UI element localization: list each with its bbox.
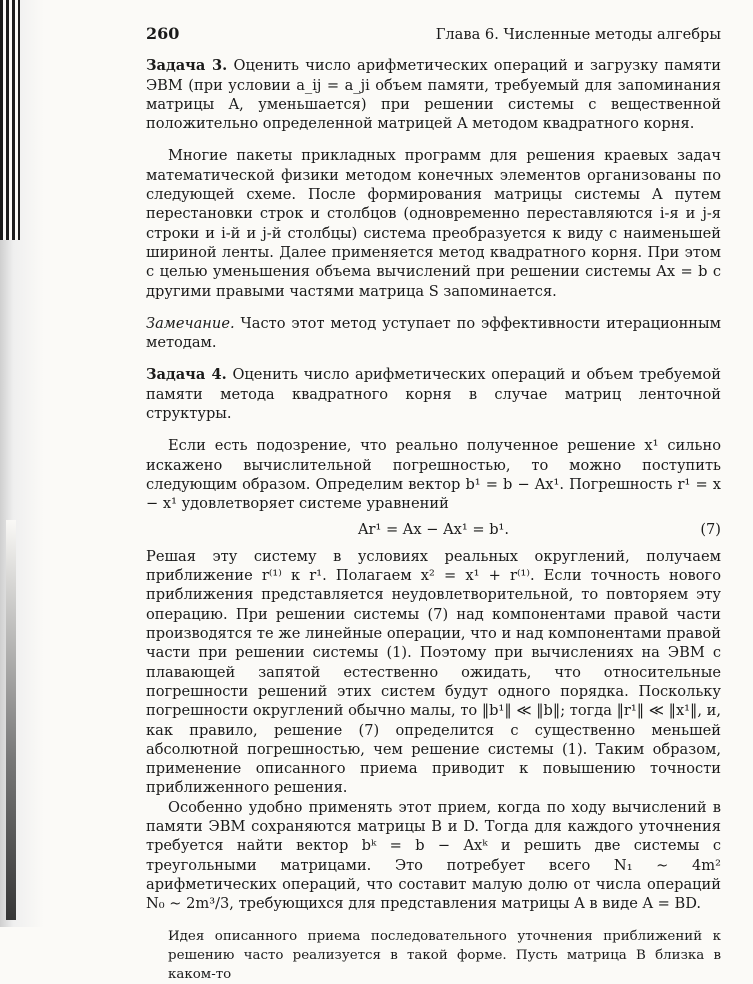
task-3-label: Задача 3. (146, 57, 228, 75)
book-page (146, 24, 721, 984)
paragraph-error-correction: Если есть подозрение, что реально полученное решение x¹ сильно искажено вычислительной погрешностью, то можно поступить следующим образом. Определим вектор b¹ = b − Ax¹. Погрешность r¹ = x − x¹ удовлетворяет системе уравнений (146, 437, 721, 513)
task-4-text: Оценить число арифметических операций и объем требуемой памяти метода квадратного корня в случае матриц ленточной структуры. (146, 366, 721, 423)
paragraph-idea: Идея описанного приема последовательного уточнения приближений к решению часто реализуется в такой форме. Пусть матрица B близка в каком-то (168, 929, 721, 983)
task-4-label: Задача 4. (146, 366, 227, 384)
paragraph-fem-packages: Многие пакеты прикладных программ для решения краевых задач математической физики методом конечных элементов организованы по следующей схеме. После формирования матрицы системы A путем перестановки строк и столбцов (одновременно переставляются i-я и j-я строки и i-й и j-й столбцы) система преобразуется к виду с наименьшей шириной ленты. Далее применяется метод квадратного корня. При этом с целью уменьшения объема вычислений при решении системы Ax = b с другими правыми частями матрица S запоминается. (146, 147, 721, 300)
task-3 (146, 56, 721, 133)
equation-text: Ar¹ = Ax − Ax¹ = b¹. (357, 520, 510, 538)
equation-number: (7) (700, 520, 721, 538)
remark-text: Часто этот метод уступает по эффективности итерационным методам. (146, 314, 721, 352)
equation-7 (146, 520, 721, 539)
paragraph-solving-system: Решая эту систему в условиях реальных округлений, получаем приближение r⁽¹⁾ к r¹. Полагаем x² = x¹ + r⁽¹⁾. Если точность нового приближения представляется неудовлетворительной, то повторяем эту операцию. При решении системы (7) над компонентами правой части производятся те же линейные операции, что и над компонентами правой части при решении системы (1). Поэтому при вычислениях на ЭВМ с плавающей запятой естественно ожидать, что относительные погрешности решений этих систем будут одного порядка. Поскольку погрешности округлений обычно малы, то ‖b¹‖ ≪ ‖b‖; тогда ‖r¹‖ ≪ ‖x¹‖, и, как правило, решение (7) определится с существенно меньшей абсолютной погрешностью, чем решение системы (1). Таким образом, применение описанного приема приводит к повышению точности приближенного решения. (146, 547, 721, 797)
paragraph-refinement: Особенно удобно применять этот прием, когда по ходу вычислений в памяти ЭВМ сохраняются матрицы B и D. Тогда для каждого уточнения требуется найти вектор bᵏ = b − Axᵏ и решить две системы с треугольными матрицами. Это потребует всего N₁ ∼ 4m² арифметических операций, что составит малую долю от числа операций N₀ ∼ 2m³/3, требующихся для представления матрицы A в виде A = BD. (146, 798, 721, 913)
remark (146, 314, 721, 353)
task-4 (146, 365, 721, 423)
running-title: Глава 6. Численные методы алгебры (435, 26, 721, 43)
scan-binding-edge (0, 0, 44, 927)
remark-label: Замечание. (146, 314, 235, 332)
page-number: 260 (146, 24, 180, 43)
page-header (146, 24, 721, 44)
task-3-text: Оценить число арифметических операций и загрузку памяти ЭВМ (при условии a_ij = a_ji объем памяти, требуемый для запоминания матрицы A, уменьшается) при решении системы с вещественной положительно определенной матрицей A методом квадратного корня. (146, 57, 721, 133)
